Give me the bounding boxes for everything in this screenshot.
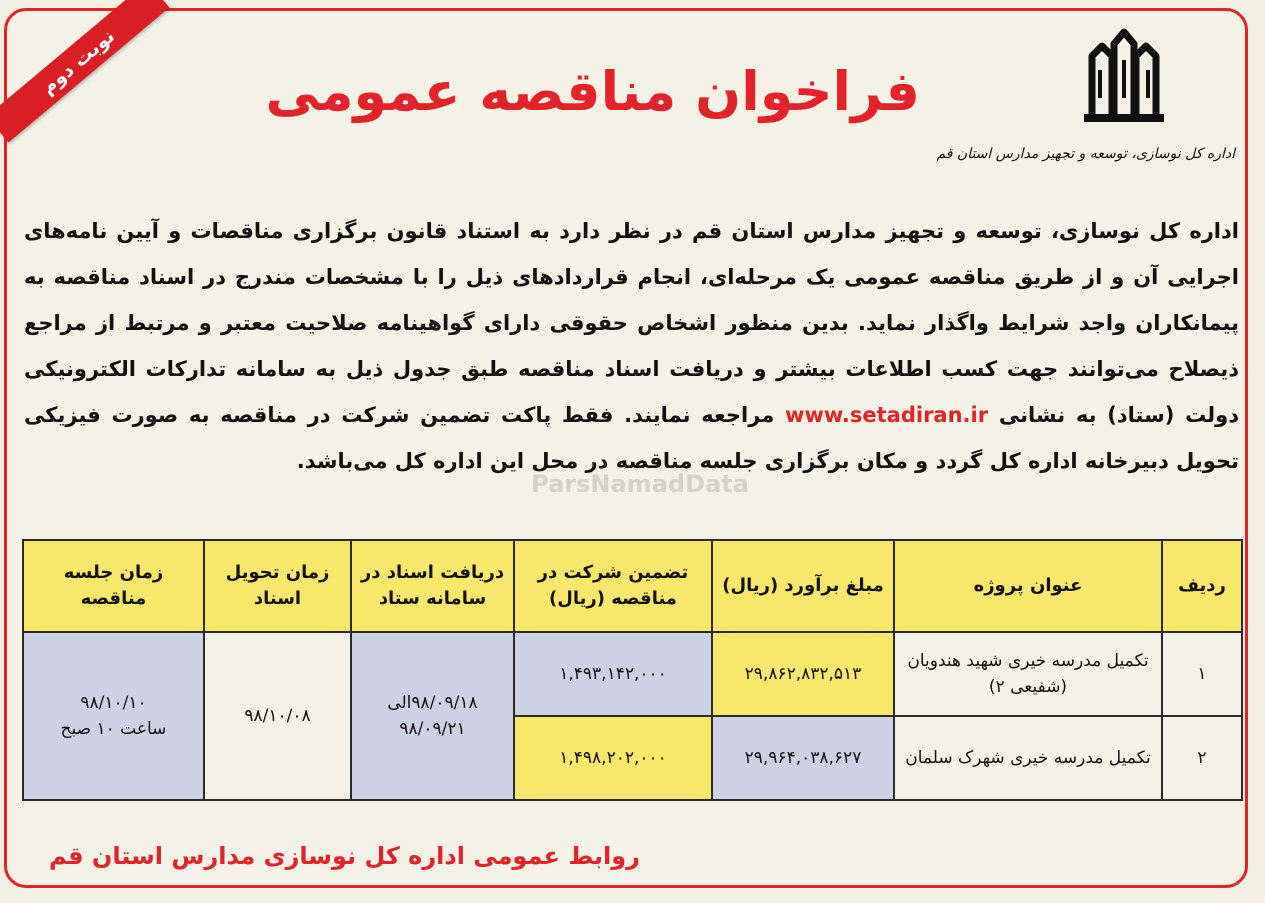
header-guarantee: تضمین شرکت در مناقصه (ریال) xyxy=(514,540,712,632)
cell-estimate: ۲۹,۹۶۴,۰۳۸,۶۲۷ xyxy=(712,716,894,800)
cell-row-no: ۱ xyxy=(1162,632,1242,716)
cell-guarantee: ۱,۴۹۸,۲۰۲,۰۰۰ xyxy=(514,716,712,800)
cell-docs-period: ۹۸/۰۹/۱۸الی ۹۸/۰۹/۲۱ xyxy=(351,632,514,800)
session-date: ۹۸/۱۰/۱۰ xyxy=(80,693,147,713)
second-round-ribbon: نوبت دوم xyxy=(0,0,169,143)
header-estimate: مبلغ برآورد (ریال) xyxy=(712,540,894,632)
setadiran-link[interactable]: www.setadiran.ir xyxy=(785,403,989,427)
cell-estimate: ۲۹,۸۶۲,۸۳۲,۵۱۳ xyxy=(712,632,894,716)
header-session: زمان جلسه مناقصه xyxy=(23,540,204,632)
watermark: ParsNamadData xyxy=(531,470,749,498)
notice-body xyxy=(24,208,1239,484)
organization-caption: اداره کل نوسازی، توسعه و تجهیز مدارس استان قم xyxy=(936,146,1235,162)
page-title: فراخوان مناقصه عمومی xyxy=(265,60,920,123)
cell-delivery-date: ۹۸/۱۰/۰۸ xyxy=(204,632,351,800)
cell-guarantee: ۱,۴۹۳,۱۴۲,۰۰۰ xyxy=(514,632,712,716)
table-row xyxy=(23,632,1242,716)
cell-session xyxy=(23,632,204,800)
footer-signature: روابط عمومی اداره کل نوسازی مدارس استان قم xyxy=(49,842,640,870)
session-time: ساعت ۱۰ صبح xyxy=(60,719,167,739)
body-text-after-link: مراجعه نمایند. فقط پاکت تضمین شرکت در مناقصه به صورت فیزیکی تحویل دبیرخانه اداره کل گردد و مکان برگزاری جلسه مناقصه در محل این اداره کل می‌باشد. xyxy=(24,403,1239,473)
header-project: عنوان پروژه xyxy=(894,540,1162,632)
table-header-row xyxy=(23,540,1242,632)
body-text-before-link: اداره کل نوسازی، توسعه و تجهیز مدارس استان قم در نظر دارد به استناد قانون برگزاری مناقصات و آیین نامه‌های اجرایی آن و از طریق مناقصه عمومی یک مرحله‌ای، انجام قراردادهای ذیل را با مشخصات مندرج در اسناد مناقصه به پیمانکاران واجد شرایط واگذار نماید. بدین منظور اشخاص حقوقی دارای گواهینامه صلاحیت معتبر و مرتبط از مراجع ذیصلاح می‌توانند جهت کسب اطلاعات بیشتر و دریافت اسناد مناقصه طبق جدول ذیل به سامانه تدارکات الکترونیکی دولت (ستاد) به نشانی xyxy=(24,219,1240,427)
header-row-no: ردیف xyxy=(1162,540,1242,632)
tender-table xyxy=(22,539,1243,801)
ministry-logo-icon xyxy=(1078,26,1170,124)
cell-project: تکمیل مدرسه خیری شهرک سلمان xyxy=(894,716,1162,800)
cell-project: تکمیل مدرسه خیری شهید هندویان (شفیعی ۲) xyxy=(894,632,1162,716)
cell-row-no: ۲ xyxy=(1162,716,1242,800)
header-docs: دریافت اسناد در سامانه ستاد xyxy=(351,540,514,632)
header-delivery: زمان تحویل اسناد xyxy=(204,540,351,632)
